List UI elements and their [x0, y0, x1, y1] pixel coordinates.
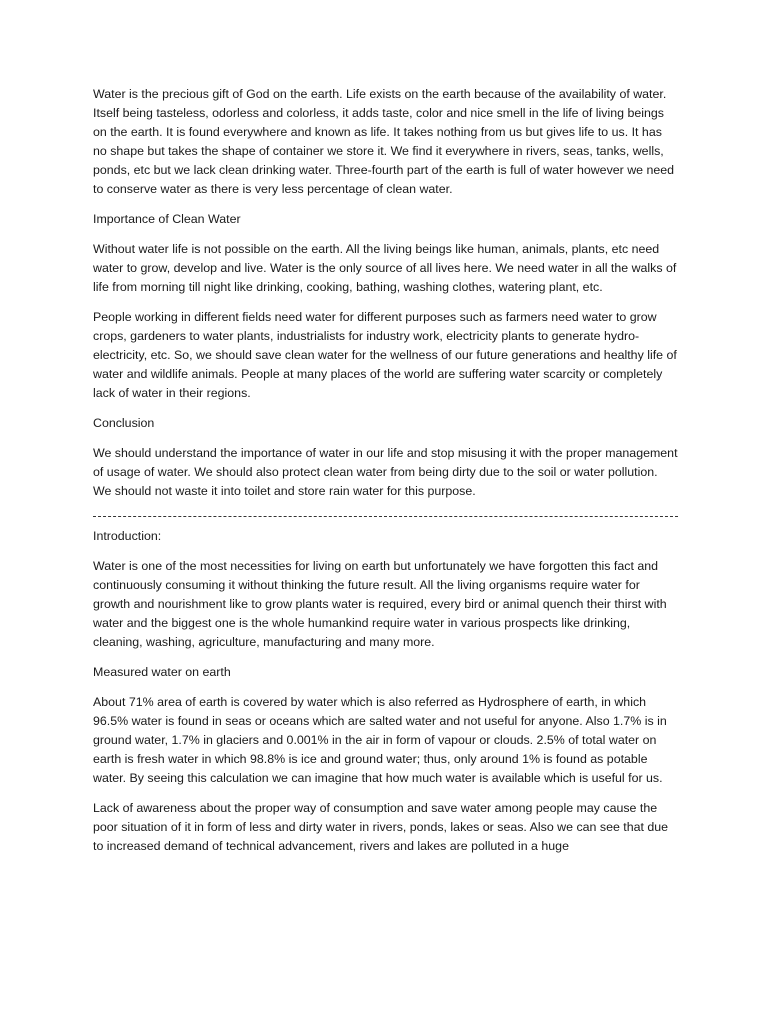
dashed-divider: [93, 516, 678, 517]
conclusion-heading: Conclusion: [93, 416, 155, 430]
conclusion-paragraph: We should understand the importance of water in our life and stop misusing it with the proper management of usage of water. We should also protect clean water from being dirty due to the soil or water pollution. We should not waste it into toilet and store rain water for this purpose.: [93, 446, 678, 498]
measured-water-paragraph-1: About 71% area of earth is covered by water which is also referred as Hydrosphere of earth, in which 96.5% water is found in seas or oceans which are salted water and not useful for anyone. Also 1.7% is in ground water, 1.7% in glaciers and 0.001% in the air in form of vapour or clouds. 2.5% of total water on earth is fresh water in which 98.8% is ice and ground water; thus, only around 1% is found as potable water. By seeing this calculation we can imagine that how much water is available which is useful for us.: [93, 695, 667, 785]
introduction-paragraph: Water is one of the most necessities for living on earth but unfortunately we have forgotten this fact and continuously consuming it without thinking the future result. All the living organisms require water for growth and nourishment like to grow plants water is required, every bird or animal quench their thirst with water and the biggest one is the whole humankind require water in various prospects like drinking, cleaning, washing, agriculture, manufacturing and many more.: [93, 559, 667, 649]
document-page: [93, 85, 678, 867]
intro-paragraph: Water is the precious gift of God on the earth. Life exists on the earth because of the availability of water. Itself being tasteless, odorless and colorless, it adds taste, color and nice smell in the life of living beings on the earth. It is found everywhere and known as life. It takes nothing from us but gives life to us. It has no shape but takes the shape of container we store it. We find it everywhere in rivers, seas, tanks, wells, ponds, etc but we lack clean drinking water. Three-fourth part of the earth is full of water however we need to conserve water as there is very less percentage of clean water.: [93, 87, 675, 196]
importance-paragraph-2: People working in different fields need water for different purposes such as farmers need water to grow crops, gardeners to water plants, industrialists for industry work, electricity plants to generate hydro-electricity, etc. So, we should save clean water for the wellness of our future generations and healthy life of water and wildlife animals. People at many places of the world are suffering water scarcity or completely lack of water in their regions.: [93, 310, 677, 400]
importance-heading: Importance of Clean Water: [93, 212, 241, 226]
measured-water-paragraph-2: Lack of awareness about the proper way of consumption and save water among people may cause the poor situation of it in form of less and dirty water in rivers, ponds, lakes or seas. Also we can see that due to increased demand of technical advancement, rivers and lakes are polluted in a huge: [93, 801, 669, 853]
importance-paragraph-1: Without water life is not possible on the earth. All the living beings like human, animals, plants, etc need water to grow, develop and live. Water is the only source of all lives here. We need water in all the walks of life from morning till night like drinking, cooking, bathing, washing clothes, watering plant, etc.: [93, 242, 677, 294]
measured-water-heading: Measured water on earth: [93, 665, 231, 679]
introduction-heading: Introduction:: [93, 529, 162, 543]
